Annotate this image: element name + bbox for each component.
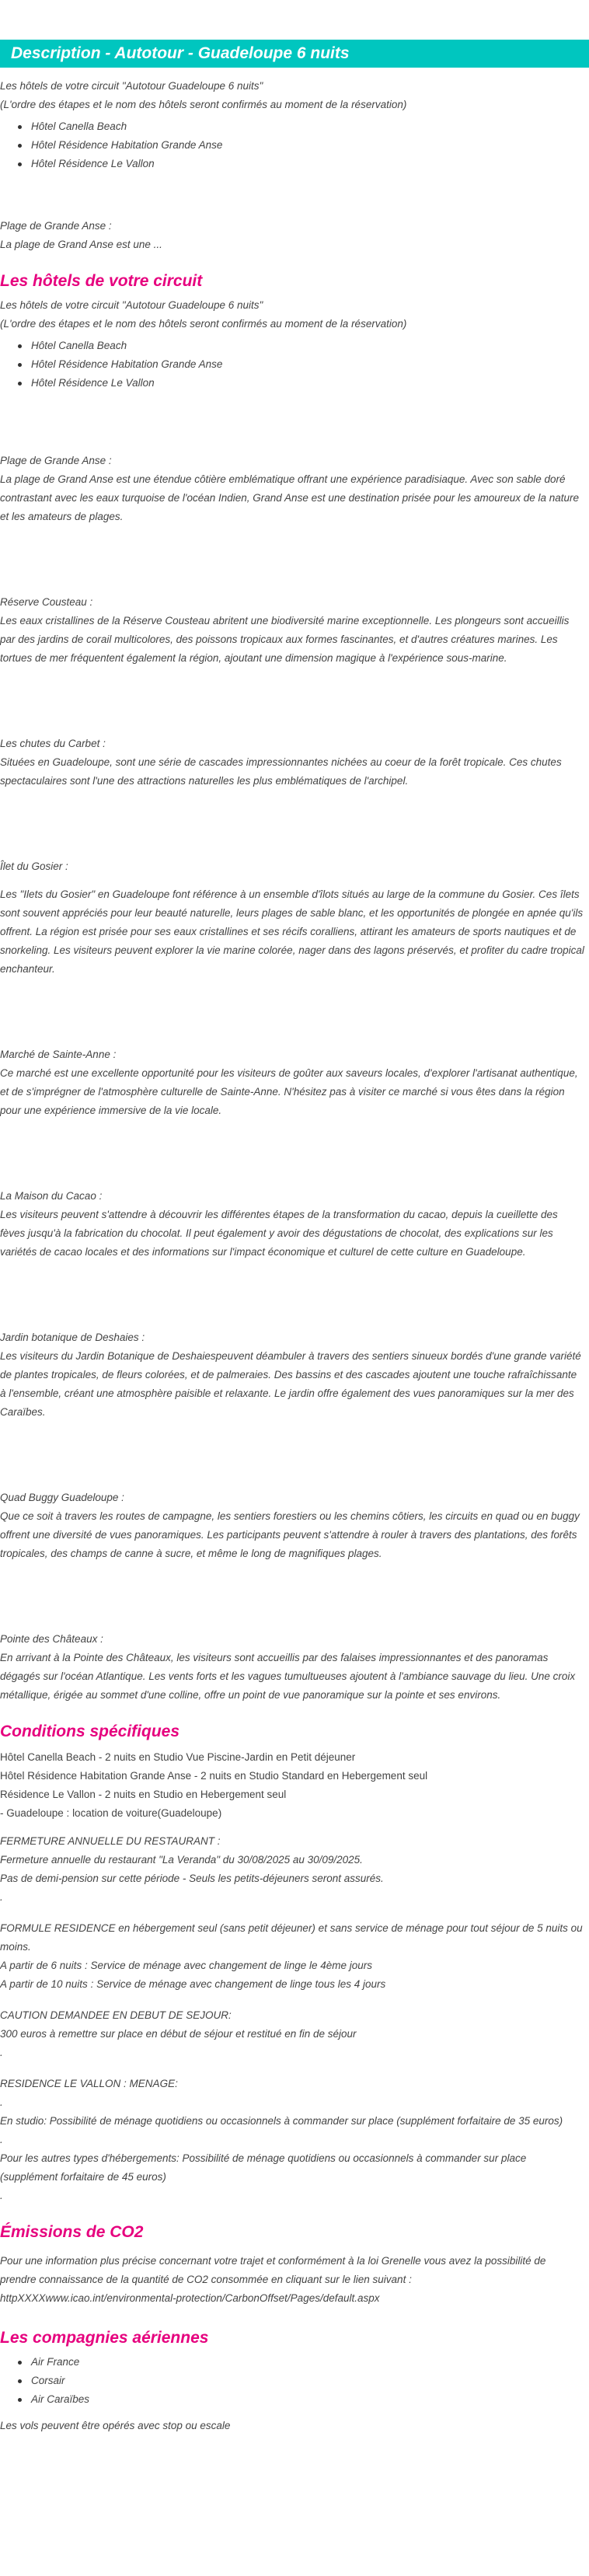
formule-line: FORMULE RESIDENCE en hébergement seul (sans petit déjeuner) et sans service de ménage pour tout séjour de 5 nuits ou moins.: [0, 1922, 583, 1953]
vallon-line: .: [0, 2190, 3, 2201]
caution-title: CAUTION DEMANDEE EN DEBUT DE SEJOUR:: [0, 2009, 232, 2021]
attraction-item: [0, 735, 589, 791]
list-item: Corsair: [31, 2372, 589, 2390]
attraction-title: Quad Buggy Guadeloupe :: [0, 1492, 124, 1503]
attraction-item: [0, 1630, 589, 1705]
attraction-title: Réserve Cousteau :: [0, 596, 93, 608]
list-item: Hôtel Canella Beach: [31, 117, 589, 136]
stay-line: Hôtel Canella Beach - 2 nuits en Studio Vue Piscine-Jardin en Petit déjeuner: [0, 1751, 356, 1763]
intro-plage-title: Plage de Grande Anse :: [0, 220, 112, 232]
hotels-line-1: Les hôtels de votre circuit "Autotour Guadeloupe 6 nuits": [0, 299, 263, 311]
stay-line: Hôtel Résidence Habitation Grande Anse - 2 nuits en Studio Standard en Hebergement seul: [0, 1770, 428, 1782]
attraction-title: Marché de Sainte-Anne :: [0, 1049, 117, 1060]
fermeture-line: Fermeture annuelle du restaurant "La Veranda" du 30/08/2025 au 30/09/2025.: [0, 1854, 363, 1866]
section-heading-co2: Émissions de CO2: [0, 2223, 144, 2241]
list-item: Air Caraïbes: [31, 2390, 589, 2409]
co2-section: [0, 2221, 589, 2308]
list-item: Hôtel Résidence Habitation Grande Anse: [31, 355, 589, 374]
section-heading-airlines: Les compagnies aériennes: [0, 2329, 209, 2347]
attraction-item: [0, 593, 589, 668]
attraction-text: Les visiteurs peuvent s'attendre à découvrir les différentes étapes de la transformation du cacao, depuis la cueillette des fèves jusqu'à la fabrication du chocolat. Il peut également y avoir des dégustations de chocolat, des explications sur les variétés de cacao locales et des informations sur l'impact économique et culturel de cette culture en Guadeloupe.: [0, 1209, 558, 1258]
attraction-item: [0, 1489, 589, 1563]
attraction-item: [0, 1328, 589, 1422]
list-item: Hôtel Résidence Le Vallon: [31, 155, 589, 173]
fermeture-line: Pas de demi-pension sur cette période - Seuls les petits-déjeuners seront assurés.: [0, 1873, 384, 1884]
vallon-line: .: [0, 2134, 3, 2145]
attraction-title: La Maison du Cacao :: [0, 1190, 103, 1202]
attraction-item: [0, 1045, 589, 1120]
vallon-line: En studio: Possibilité de ménage quotidiens ou occasionnels à commander sur place (supplément forfaitaire de 35 euros): [0, 2115, 563, 2127]
attraction-text: Situées en Guadeloupe, sont une série de cascades impressionnantes nichées au coeur de la forêt tropicale. Ces chutes spectaculaires sont l'une des attractions naturelles les plus emblématiques de l'archipel.: [0, 756, 562, 787]
hotels-line-2: (L'ordre des étapes et le nom des hôtels seront confirmés au moment de la réservation): [0, 318, 407, 330]
stay-line: Résidence Le Vallon - 2 nuits en Studio en Hebergement seul: [0, 1789, 287, 1800]
vallon-title: RESIDENCE LE VALLON : MENAGE:: [0, 2078, 178, 2089]
attraction-title: Îlet du Gosier :: [0, 860, 68, 872]
airlines-list: [0, 2353, 589, 2409]
attraction-text: La plage de Grand Anse est une étendue côtière emblématique offrant une expérience paradisiaque. Avec son sable doré contrastant avec les eaux turquoise de l'océan Indien, Grand Anse est une destination prisée pour les amoureux de la nature et les amateurs de plages.: [0, 473, 580, 522]
attraction-title: Pointe des Châteaux :: [0, 1633, 103, 1645]
vallon-line: .: [0, 2096, 3, 2108]
airlines-section: [0, 2326, 589, 2435]
intro-hotel-list: [0, 117, 589, 173]
section-heading-hotels: Les hôtels de votre circuit: [0, 272, 203, 290]
hotels-list: [0, 337, 589, 393]
formule-line: A partir de 10 nuits : Service de ménage avec changement de linge tous les 4 jours: [0, 1978, 386, 1990]
co2-text: Pour une information plus précise concernant votre trajet et conformément à la loi Grenelle vous avez la possibilité de prendre connaissance de la quantité de CO2 consommée en cliquant sur le lien suivant : httpXXXXwww.icao.int/environmental-protection/CarbonOffset/Pages/default.aspx: [0, 2255, 546, 2304]
attraction-text: Les eaux cristallines de la Réserve Cousteau abritent une biodiversité marine exceptionnelle. Les plongeurs sont accueillis par des jardins de corail multicolores, des poissons tropicaux aux formes fascinantes, et d'autres créatures marines. Les tortues de mer fréquentent également la région, ajoutant une dimension magique à l'expérience sous-marine.: [0, 615, 570, 664]
attraction-text: Les "Ilets du Gosier" en Guadeloupe font référence à un ensemble d'îlots situés au large de la commune du Gosier. Ces îlets sont souvent appréciés pour leur beauté naturelle, leurs plages de sable blanc, et les opportunités de plongée en apnée qu'ils offrent. La région est prisée pour ses eaux cristallines et ses récifs coralliens, attirant les amateurs de sports nautiques et de snorkeling. Les visiteurs peuvent explorer la vie marine colorée, nager dans des lagons préservés, et profiter du cadre tropical enchanteur.: [0, 888, 584, 975]
hotels-section: [0, 270, 589, 393]
vallon-line: Pour les autres types d'hébergements: Possibilité de ménage quotidiens ou occasionnels à commander sur place (supplément forfaitaire de 45 euros): [0, 2152, 527, 2183]
fermeture-title: FERMETURE ANNUELLE DU RESTAURANT :: [0, 1835, 221, 1847]
attraction-title: Jardin botanique de Deshaies :: [0, 1332, 145, 1343]
attraction-text: Que ce soit à travers les routes de campagne, les sentiers forestiers ou les chemins côtiers, les circuits en quad ou en buggy offrent une diversité de vues panoramiques. Les participants peuvent s'attendre à rouler à travers des plantations, des forêts tropicales, des champs de canne à sucre, et même le long de magnifiques plages.: [0, 1510, 580, 1559]
intro-plage-text: La plage de Grand Anse est une ...: [0, 239, 162, 250]
attraction-text: Les visiteurs du Jardin Botanique de Deshaiespeuvent déambuler à travers des sentiers sinueux bordés d'une grande variété de plantes tropicales, de fleurs colorées, et de palmeraies. Des bassins et des cascades ajoutent une touche rafraîchissante à l'ensemble, créant une atmosphère paisible et relaxante. Le jardin offre également des vues panoramiques sur la mer des Caraïbes.: [0, 1350, 581, 1418]
attraction-item: [0, 1187, 589, 1262]
attraction-title: Plage de Grande Anse :: [0, 455, 112, 466]
caution-line: .: [0, 2047, 3, 2058]
conditions-section: [0, 1720, 589, 2205]
formule-line: A partir de 6 nuits : Service de ménage avec changement de linge le 4ème jours: [0, 1960, 373, 1971]
fermeture-line: .: [0, 1891, 3, 1903]
page: [0, 40, 589, 2435]
stay-line: - Guadeloupe : location de voiture(Guadeloupe): [0, 1807, 222, 1819]
attraction-item: [0, 857, 589, 979]
attraction-text: Ce marché est une excellente opportunité pour les visiteurs de goûter aux saveurs locales, d'explorer l'artisanat authentique, et de s'imprégner de l'atmosphère culturelle de Sainte-Anne. N'hésitez pas à visiter ce marché si vous êtes dans la région pour une expérience immersive de la vie locale.: [0, 1067, 578, 1116]
attraction-title: Les chutes du Carbet :: [0, 738, 106, 749]
attraction-item: [0, 452, 589, 526]
attractions-section: [0, 393, 589, 1705]
attraction-text: En arrivant à la Pointe des Châteaux, les visiteurs sont accueillis par des falaises impressionnantes et des panoramas dégagés sur l'océan Atlantique. Les vents forts et les vagues tumultueuses ajoutent à l'ambiance sauvage du lieu. Une croix métallique, érigée au sommet d'une colline, offre un point de vue panoramique sur la pointe et ses environs.: [0, 1652, 576, 1701]
list-item: Air France: [31, 2353, 589, 2372]
list-item: Hôtel Résidence Le Vallon: [31, 374, 589, 393]
intro-line-2: (L'ordre des étapes et le nom des hôtels seront confirmés au moment de la réservation): [0, 99, 407, 110]
intro-section: [0, 77, 589, 254]
section-heading-conditions: Conditions spécifiques: [0, 1723, 180, 1740]
intro-line-1: Les hôtels de votre circuit "Autotour Guadeloupe 6 nuits": [0, 80, 263, 92]
list-item: Hôtel Canella Beach: [31, 337, 589, 355]
list-item: Hôtel Résidence Habitation Grande Anse: [31, 136, 589, 155]
airlines-note: Les vols peuvent être opérés avec stop ou escale: [0, 2420, 231, 2431]
page-title-banner: Description - Autotour - Guadeloupe 6 nuits: [0, 40, 589, 68]
caution-line: 300 euros à remettre sur place en début de séjour et restitué en fin de séjour: [0, 2028, 357, 2040]
